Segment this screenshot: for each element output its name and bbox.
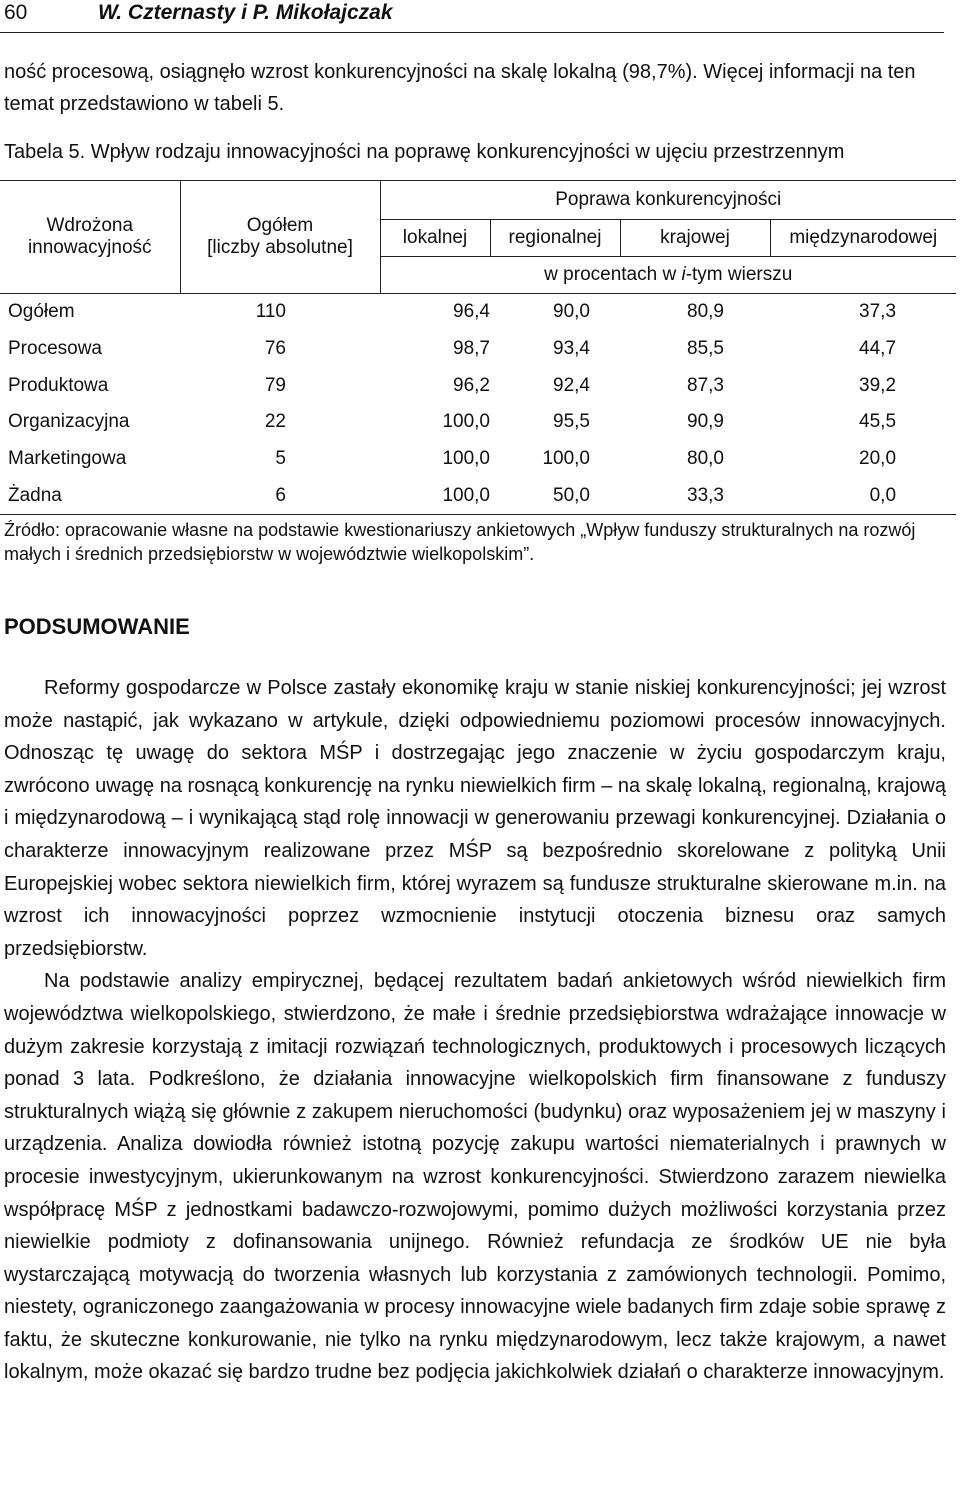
- cell-national: 90,9: [687, 411, 724, 433]
- cell-regional: 95,5: [553, 411, 590, 433]
- cell-total: 76: [264, 338, 286, 360]
- header-unit: w procentach w i-tym wierszu: [380, 257, 956, 294]
- cell-national: 80,9: [687, 301, 724, 323]
- cell-local: 96,4: [453, 301, 490, 323]
- cell-international: 39,2: [859, 374, 897, 396]
- header-total-line1: Ogółem: [246, 215, 314, 236]
- header-innovation: Wdrożona innowacyjność: [0, 181, 180, 294]
- cell-total: 22: [264, 411, 286, 433]
- cell-national: 85,5: [687, 338, 724, 360]
- results-table: [0, 180, 956, 515]
- page-header: [0, 0, 944, 33]
- row-label: Organizacyjna: [8, 411, 130, 433]
- row-label: Ogółem: [8, 301, 75, 323]
- cell-regional: 90,0: [553, 301, 590, 323]
- cell-local: 100,0: [442, 411, 490, 433]
- cell-local: 98,7: [453, 338, 490, 360]
- cell-international: 45,5: [859, 411, 897, 433]
- header-group: Poprawa konkurencyjności: [380, 181, 956, 220]
- table-caption: Tabela 5. Wpływ rodzaju innowacyjności na poprawę konkurencyjności w ujęciu przestrzennym: [4, 141, 845, 163]
- cell-national: 33,3: [620, 477, 770, 514]
- cell-international: 37,3: [859, 301, 897, 323]
- header-total: [180, 181, 380, 294]
- cell-international: 44,7: [859, 338, 897, 360]
- cell-national: 87,3: [687, 374, 724, 396]
- page-number: 60: [4, 1, 28, 24]
- cell-total: 5: [275, 448, 286, 470]
- header-col-national: krajowej: [620, 220, 770, 257]
- header-total-line2: [liczby absolutne]: [207, 237, 353, 258]
- cell-regional: 100,0: [542, 448, 590, 470]
- cell-international: 20,0: [859, 448, 897, 470]
- paragraph-1: Reformy gospodarcze w Polsce zastały ekonomikę kraju w stanie niskiej konkurencyjności; jej wzrost może nastąpić, jak wykazano w artykule, dzięki odpowiedniemu poziomowi procesów innowacyjnych. Odnosząc tę uwagę do sektora MŚP i dostrzegając jego znaczenie w życiu gospodarczym kraju, zwrócono uwagę na rosnącą konkurencję na rynku niewielkich firm – na skalę lokalną, regionalną, krajową i międzynarodową – i wynikającą stąd rolę innowacji w generowaniu przewagi konkurencyjnej. Działania o charakterze innowacyjnym realizowane przez MŚP są bezpośrednio skorelowane z polityką Unii Europejskiej wobec sektora niewielkich firm, której wyrazem są fundusze strukturalne skierowane m.in. na wzrost ich innowacyjności poprzez wzmocnienie instytucji otoczenia biznesu oraz samych przedsiębiorstw.: [4, 677, 946, 960]
- paragraph-2: Na podstawie analizy empirycznej, będącej rezultatem badań ankietowych wśród niewielkich firm województwa wielkopolskiego, stwierdzono, że małe i średnie przedsiębiorstwa wdrażające innowacje w dużym zakresie korzystają z imitacji rozwiązań technologicznych, produktowych i procesowych liczących ponad 3 lata. Podkreślono, że działania innowacyjne wielkopolskich firm finansowane z funduszy strukturalnych wiążą się głównie z zakupem nieruchomości (budynku) oraz wyposażeniem jej w maszyny i urządzenia. Analiza dowiodła również istotną pozycję zakupu wartości niematerialnych i prawnych w procesie inwestycyjnym, ukierunkowanym na wzrost konkurencyjności. Stwierdzono zarazem niewielka współpracę MŚP z jednostkami badawczo-rozwojowymi, pomimo dużych możliwości korzystania przez niewielkie podmioty z dofinansowania unijnego. Również refundacja ze środków UE nie była wystarczającą motywacją do tworzenia własnych lub korzystania z zamówionych technologii. Pomimo, niestety, ograniczonego zaangażowania w procesy innowacyjne wiele badanych firm zdaje sobie sprawę z faktu, że skuteczne konkurowanie, nie tylko na rynku międzynarodowym, lecz także krajowym, a nawet lokalnym, może okazać się bardzo trudne bez podjęcia jakichkolwiek działań o charakterze innowacyjnym.: [4, 970, 946, 1384]
- cell-total: 79: [264, 374, 286, 396]
- row-label: Procesowa: [8, 338, 102, 360]
- cell-total: 110: [255, 301, 286, 323]
- cell-local: 100,0: [442, 448, 490, 470]
- cell-regional: 93,4: [553, 338, 590, 360]
- table-row: [0, 367, 956, 404]
- cell-national: 80,0: [687, 448, 724, 470]
- running-head: W. Czternasty i P. Mikołajczak: [98, 1, 393, 24]
- cell-regional: 92,4: [553, 374, 590, 396]
- row-label: Produktowa: [8, 374, 109, 396]
- summary-body: [4, 672, 946, 1389]
- row-label: Marketingowa: [8, 448, 127, 470]
- table-row: [0, 331, 956, 368]
- header-col-international: międzynarodowej: [770, 220, 956, 257]
- table-source: Źródło: opracowanie własne na podstawie kwestionariuszy ankietowych „Wpływ funduszy strukturalnych na rozwój małych i średnich przedsiębiorstw w województwie wielkopolskim”.: [4, 520, 916, 564]
- table-row: [0, 294, 956, 331]
- table-row: [0, 404, 956, 441]
- cell-local: 96,2: [453, 374, 490, 396]
- table-row: [0, 477, 956, 514]
- table-row: [0, 441, 956, 478]
- cell-international: 0,0: [770, 477, 956, 514]
- section-title: PODSUMOWANIE: [4, 614, 190, 639]
- header-col-local: lokalnej: [380, 220, 490, 257]
- cell-local: 100,0: [380, 477, 490, 514]
- cell-total: 6: [180, 477, 380, 514]
- row-label: Żadna: [0, 477, 180, 514]
- intro-text: ność procesową, osiągnęło wzrost konkurencyjności na skalę lokalną (98,7%). Więcej informacji na ten temat przedstawiono w tabeli 5.: [4, 61, 916, 115]
- header-col-regional: regionalnej: [490, 220, 620, 257]
- cell-regional: 50,0: [490, 477, 620, 514]
